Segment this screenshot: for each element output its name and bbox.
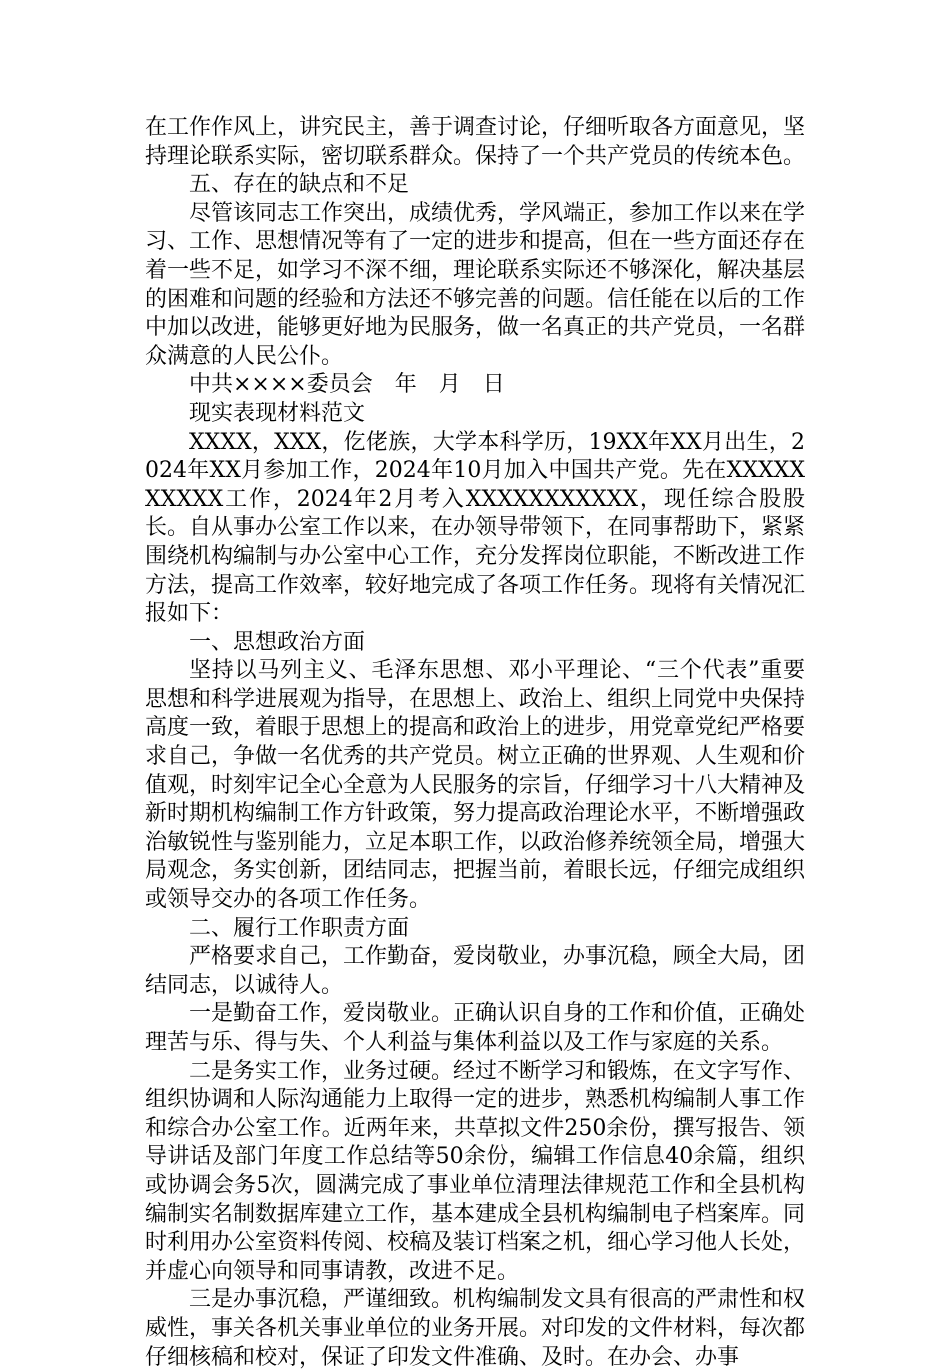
heading-ideology: 一、思想政治方面 (189, 629, 366, 655)
heading-duties: 二、履行工作职责方面 (189, 915, 410, 941)
paragraph-point-one: 一是勤奋工作，爱岗敬业。正确认识自身的工作和价值，正确处理苦与乐、得与失、个人利益与集体利益以及工作与家庭的关系。 (145, 1001, 806, 1055)
paragraph-ideology: 坚持以马列主义、毛泽东思想、邓小平理论、“三个代表”重要思想和科学进展观为指导，在思想上、政治上、组织上同党中央保持高度一致，着眼于思想上的提高和政治上的进步，用党章党纪严格要求自己，争做一名优秀的共产党员。树立正确的世界观、人生观和价值观，时刻牢记全心全意为人民服务的宗旨，仔细学习十八大精神及新时期机构编制工作方针政策，努力提高政治理论水平，不断增强政治敏锐性与鉴别能力，立足本职工作，以政治修养统领全局，增强大局观念，务实创新，团结同志，把握当前，着眼长远，仔细完成组织或领导交办的各项工作任务。 (145, 658, 806, 913)
document-page (145, 114, 805, 1372)
paragraph-intro: XXXX，XXX，仡佬族，大学本科学历，19XX年XX月出生，2024年XX月参加工作，2024年10月加入中国共产党。先在XXXXXXXXXX工作，2024年2月考入XXXXXXXXXXX，现任综合股股长。自从事办公室工作以来，在办领导带领下，在同事帮助下，紧紧围绕机构编制与办公室中心工作，充分发挥岗位职能，不断改进工作方法，提高工作效率，较好地完成了各项工作任务。现将有关情况汇报如下： (145, 429, 806, 627)
paragraph-point-two: 二是务实工作，业务过硬。经过不断学习和锻炼，在文字写作、组织协调和人际沟通能力上取得一定的进步，熟悉机构编制人事工作和综合办公室工作。近两年来，共草拟文件250余份，撰写报告、领导讲话及部门年度工作总结等50余份，编辑工作信息40余篇，组织或协调会务5次，圆满完成了事业单位清理法律规范工作和全县机构编制实名制数据库建立工作，基本建成全县机构编制电子档案库。同时利用办公室资料传阅、校稿及装订档案之机，细心学习他人长处，并虚心向领导和同事请教，改进不足。 (145, 1058, 806, 1284)
signature-line: 中共××××委员会 年 月 日 (189, 372, 505, 398)
paragraph-duties-summary: 严格要求自己，工作勤奋，爱岗敬业，办事沉稳，顾全大局，团结同志，以诚待人。 (145, 944, 806, 998)
heading-shortcomings: 五、存在的缺点和不足 (189, 172, 410, 198)
section-title: 现实表现材料范文 (189, 400, 366, 426)
paragraph-shortcomings: 尽管该同志工作突出，成绩优秀，学风端正，参加工作以来在学习、工作、思想情况等有了一定的进步和提高，但在一些方面还存在着一些不足，如学习不深不细，理论联系实际还不够深化，解决基层的困难和问题的经验和方法还不够完善的问题。信任能在以后的工作中加以改进，能够更好地为民服务，做一名真正的共产党员，一名群众满意的人民公仆。 (145, 200, 806, 369)
paragraph-point-three: 三是办事沉稳，严谨细致。机构编制发文具有很高的严肃性和权威性，事关各机关事业单位的业务开展。对印发的文件材料，每次都仔细核稿和校对，保证了印发文件准确、及时。在办会、办事 (145, 1287, 806, 1370)
paragraph-work-style: 在工作作风上，讲究民主，善于调查讨论，仔细听取各方面意见，坚持理论联系实际，密切联系群众。保持了一个共产党员的传统本色。 (145, 115, 806, 169)
